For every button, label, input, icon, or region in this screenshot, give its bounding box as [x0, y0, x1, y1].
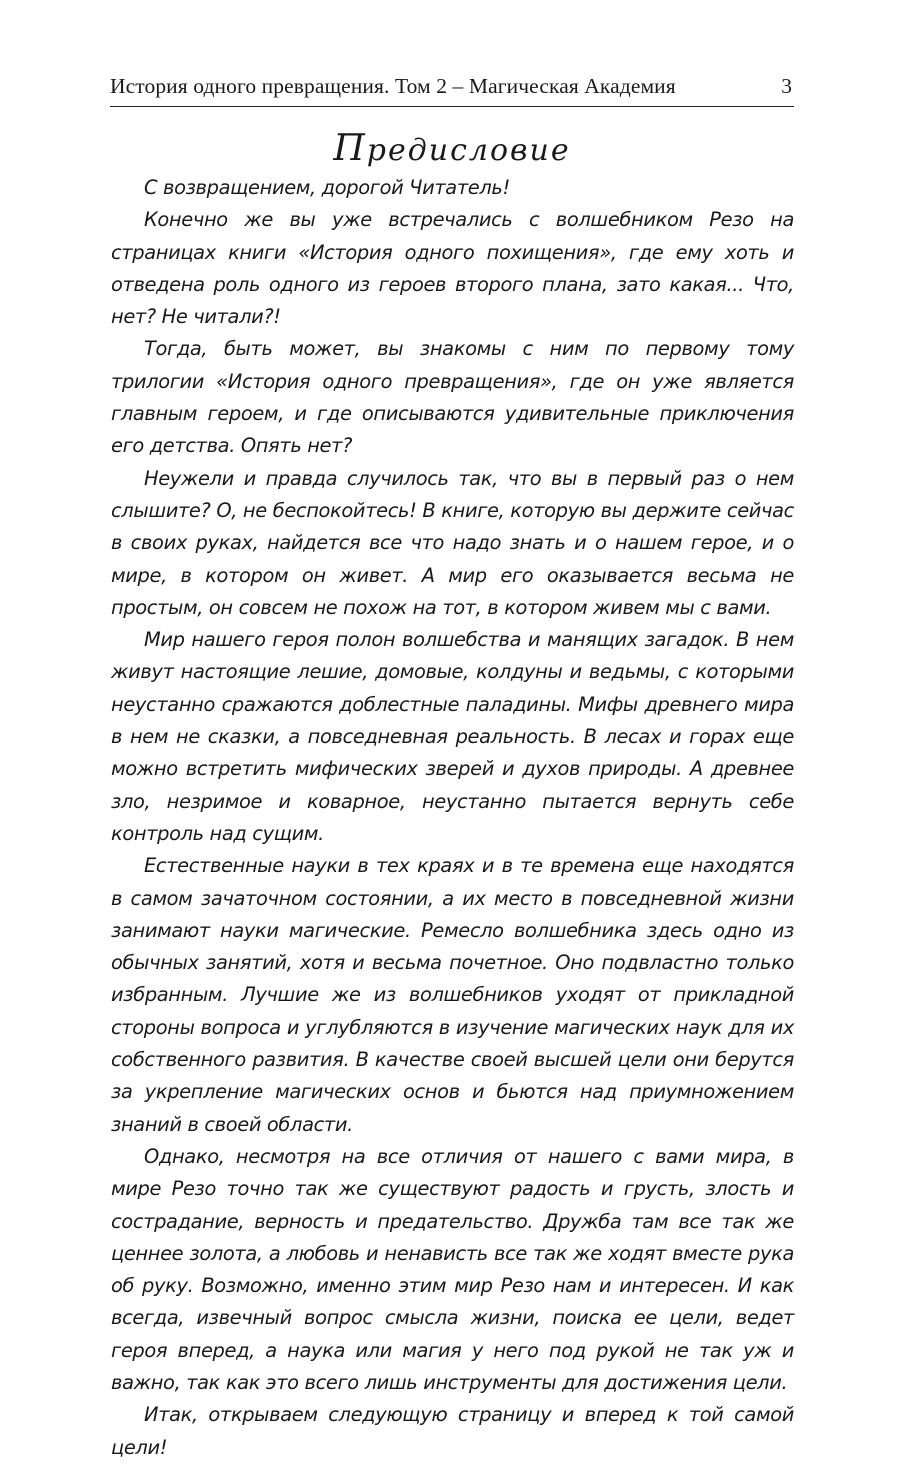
chapter-title-initial: П [333, 128, 367, 169]
paragraph: Однако, несмотря на все отличия от нашего с вами мира, в мире Резо точно так же существуют радость и грусть, злость и сострадание, верность и предательство. Дружба там все так же ценнее золота, а любовь и ненависть все так же ходят вместе рука об руку. Возможно, именно этим мир Резо нам и интересен. И как всегда, извечный вопрос смысла жизни, поиска ее цели, ведет героя вперед, а наука или магия у него под рукой не так уж и важно, так как это всего лишь инструменты для достижения цели. [111, 1144, 794, 1394]
running-header-title: История одного превращения. Том 2 – Магическая Академия [110, 74, 676, 98]
paragraph: Мир нашего героя полон волшебства и манящих загадок. В нем живут настоящие лешие, домовые, колдуны и ведьмы, с которыми неустанно сражаются доблестные паладины. Мифы древнего мира в нем не сказки, а повседневная реальность. В лесах и горах еще можно встретить мифических зверей и духов природы. А древнее зло, незримое и коварное, неустанно пытается вернуть себе контроль над сущим. [111, 628, 794, 845]
chapter-title [0, 128, 904, 169]
running-header [110, 72, 794, 107]
paragraph: С возвращением, дорогой Читатель! [144, 176, 510, 199]
paragraph: Естественные науки в тех краях и в те времена еще находятся в самом зачаточном состоянии, а их место в повседневной жизни занимают науки магические. Ремесло волшебника здесь одно из обычных занятий, хотя и весьма почетное. Оно подвластно только избранным. Лучшие же из волшебников уходят от прикладной стороны вопроса и углубляются в изучение магических наук для их собственного развития. В качестве своей высшей цели они берутся за укрепление магических основ и бьются над приумножением знаний в своей области. [111, 854, 794, 1136]
page-number: 3 [781, 74, 792, 98]
paragraph: Тогда, быть может, вы знакомы с ним по первому тому трилогии «История одного превращения», где он уже является главным героем, и где описываются удивительные приключения его детства. Опять нет? [111, 337, 794, 458]
chapter-title-rest: редисловие [366, 133, 571, 168]
paragraph: Итак, открываем следующую страницу и вперед к той самой цели! [111, 1403, 794, 1459]
body-text [111, 172, 794, 1464]
paragraph: Конечно же вы уже встречались с волшебником Резо на страницах книги «История одного похищения», где ему хоть и отведена роль одного из героев второго плана, зато какая... Что, нет? Не читали?! [111, 208, 794, 329]
paragraph: Неужели и правда случилось так, что вы в первый раз о нем слышите? О, не беспокойтесь! В книге, которую вы держите сейчас в своих руках, найдется все что надо знать и о нашем герое, и о мире, в котором он живет. А мир его оказывается весьма не простым, он совсем не похож на тот, в котором живем мы с вами. [111, 466, 794, 619]
